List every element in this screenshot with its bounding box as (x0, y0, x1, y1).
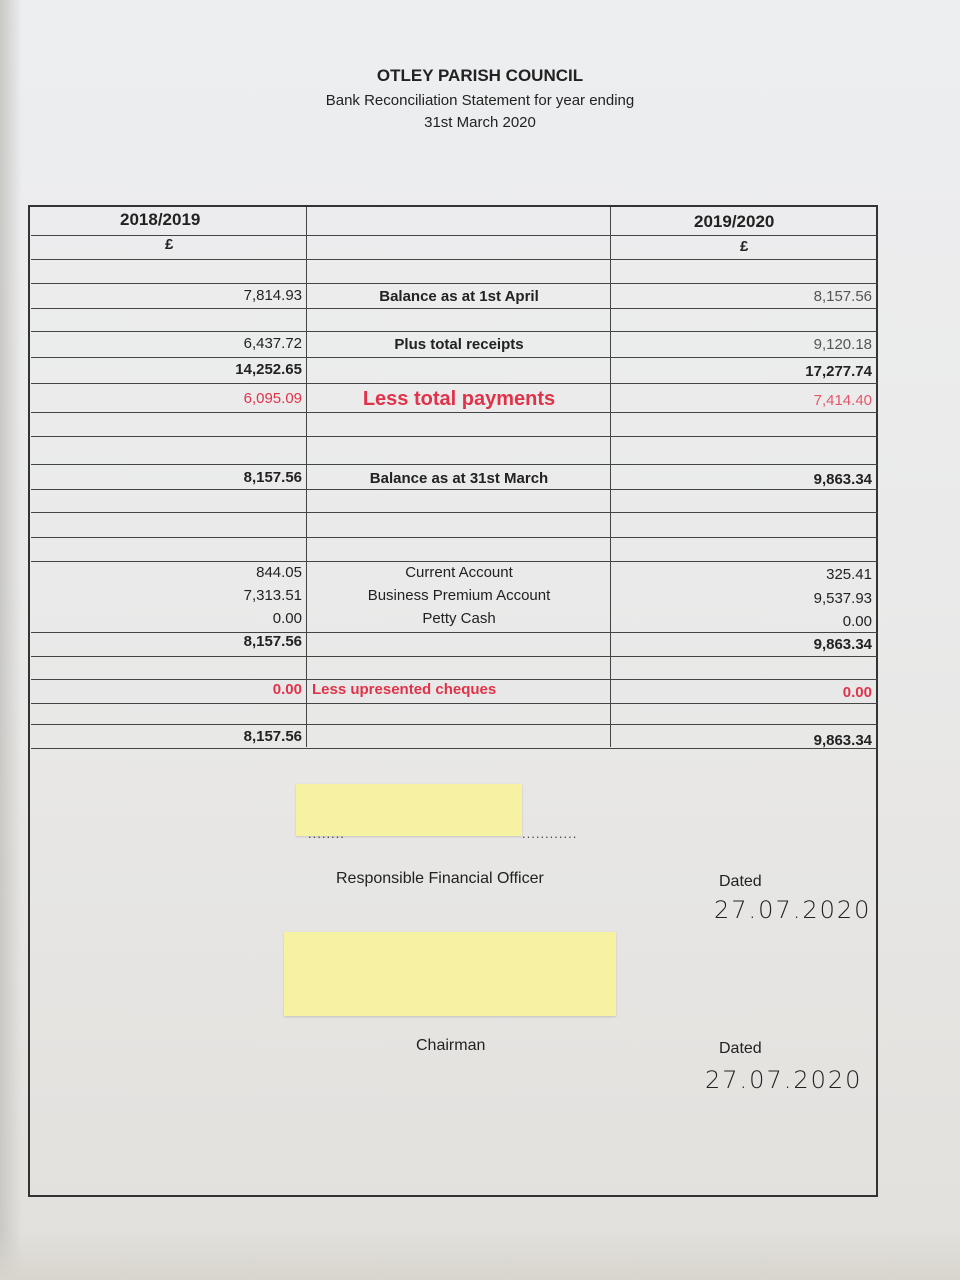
left-payments: 6,095.09 (243, 390, 302, 407)
right-payments: 7,414.40 (813, 392, 872, 409)
row-line (31, 464, 878, 465)
row-line (31, 724, 878, 725)
rfo-handwritten-date: 27.07.2020 (714, 896, 872, 924)
right-current-account: 325.41 (826, 566, 872, 583)
chairman-dated-label: Dated (719, 1040, 762, 1057)
right-closing-balance: 9,863.34 (813, 471, 872, 488)
right-year-header: 2019/2020 (694, 212, 775, 231)
council-title: OTLEY PARISH COUNCIL (376, 66, 584, 85)
row-line (31, 703, 878, 704)
row-line (31, 283, 878, 284)
right-currency-header: £ (740, 238, 749, 255)
redaction-sticky-note (284, 932, 616, 1016)
petty-cash-label: Petty Cash (422, 610, 496, 627)
signature-dotted-line: ........ (308, 826, 345, 841)
opening-balance-label: Balance as at 1st April (379, 288, 539, 305)
left-final-balance: 8,157.56 (243, 728, 302, 745)
left-subtotal: 14,252.65 (235, 361, 302, 378)
left-business-premium: 7,313.51 (243, 587, 302, 604)
unpresented-cheques-label: Less upresented cheques (312, 681, 497, 698)
current-account-label: Current Account (405, 564, 513, 581)
payments-label: Less total payments (362, 388, 556, 410)
right-receipts: 9,120.18 (813, 336, 872, 353)
left-opening-balance: 7,814.93 (243, 287, 302, 304)
row-line (31, 436, 878, 437)
chairman-label: Chairman (416, 1037, 486, 1054)
row-line (31, 308, 878, 309)
rfo-dated-label: Dated (719, 873, 762, 890)
row-line (31, 235, 878, 236)
column-divider-right (610, 207, 611, 747)
paper-bottom-shade (0, 1230, 960, 1280)
row-line (31, 259, 878, 260)
row-line (31, 512, 878, 513)
statement-subtitle: Bank Reconciliation Statement for year ending (325, 92, 635, 109)
statement-date: 31st March 2020 (424, 114, 536, 131)
signature-dotted-line: ............ (522, 826, 578, 841)
right-opening-balance: 8,157.56 (813, 288, 872, 305)
row-line (31, 357, 878, 358)
left-closing-balance: 8,157.56 (243, 469, 302, 486)
row-line (31, 537, 878, 538)
right-unpresented-cheques: 0.00 (842, 684, 872, 701)
row-line (31, 561, 878, 562)
right-accounts-total: 9,863.34 (813, 636, 872, 653)
closing-balance-label: Balance as at 31st March (369, 470, 549, 487)
left-year-header: 2018/2019 (120, 210, 201, 229)
row-line (31, 383, 878, 384)
left-receipts: 6,437.72 (243, 335, 302, 352)
right-final-balance: 9,863.34 (813, 732, 872, 749)
left-accounts-total: 8,157.56 (243, 633, 302, 650)
receipts-label: Plus total receipts (394, 336, 524, 353)
rfo-label: Responsible Financial Officer (336, 870, 544, 887)
left-current-account: 844.05 (256, 564, 302, 581)
right-petty-cash: 0.00 (842, 613, 872, 630)
left-currency-header: £ (165, 236, 174, 253)
row-line (31, 331, 878, 332)
right-business-premium: 9,537.93 (813, 590, 872, 607)
row-line (31, 489, 878, 490)
row-line (31, 656, 878, 657)
column-divider-left (306, 207, 307, 747)
row-line (31, 412, 878, 413)
paper-edge-shadow (0, 0, 22, 1280)
left-petty-cash: 0.00 (272, 610, 302, 627)
row-line (31, 679, 878, 680)
right-subtotal: 17,277.74 (805, 363, 872, 380)
business-premium-label: Business Premium Account (367, 587, 551, 604)
left-unpresented-cheques: 0.00 (272, 681, 302, 698)
chairman-handwritten-date: 27.07.2020 (705, 1066, 863, 1094)
